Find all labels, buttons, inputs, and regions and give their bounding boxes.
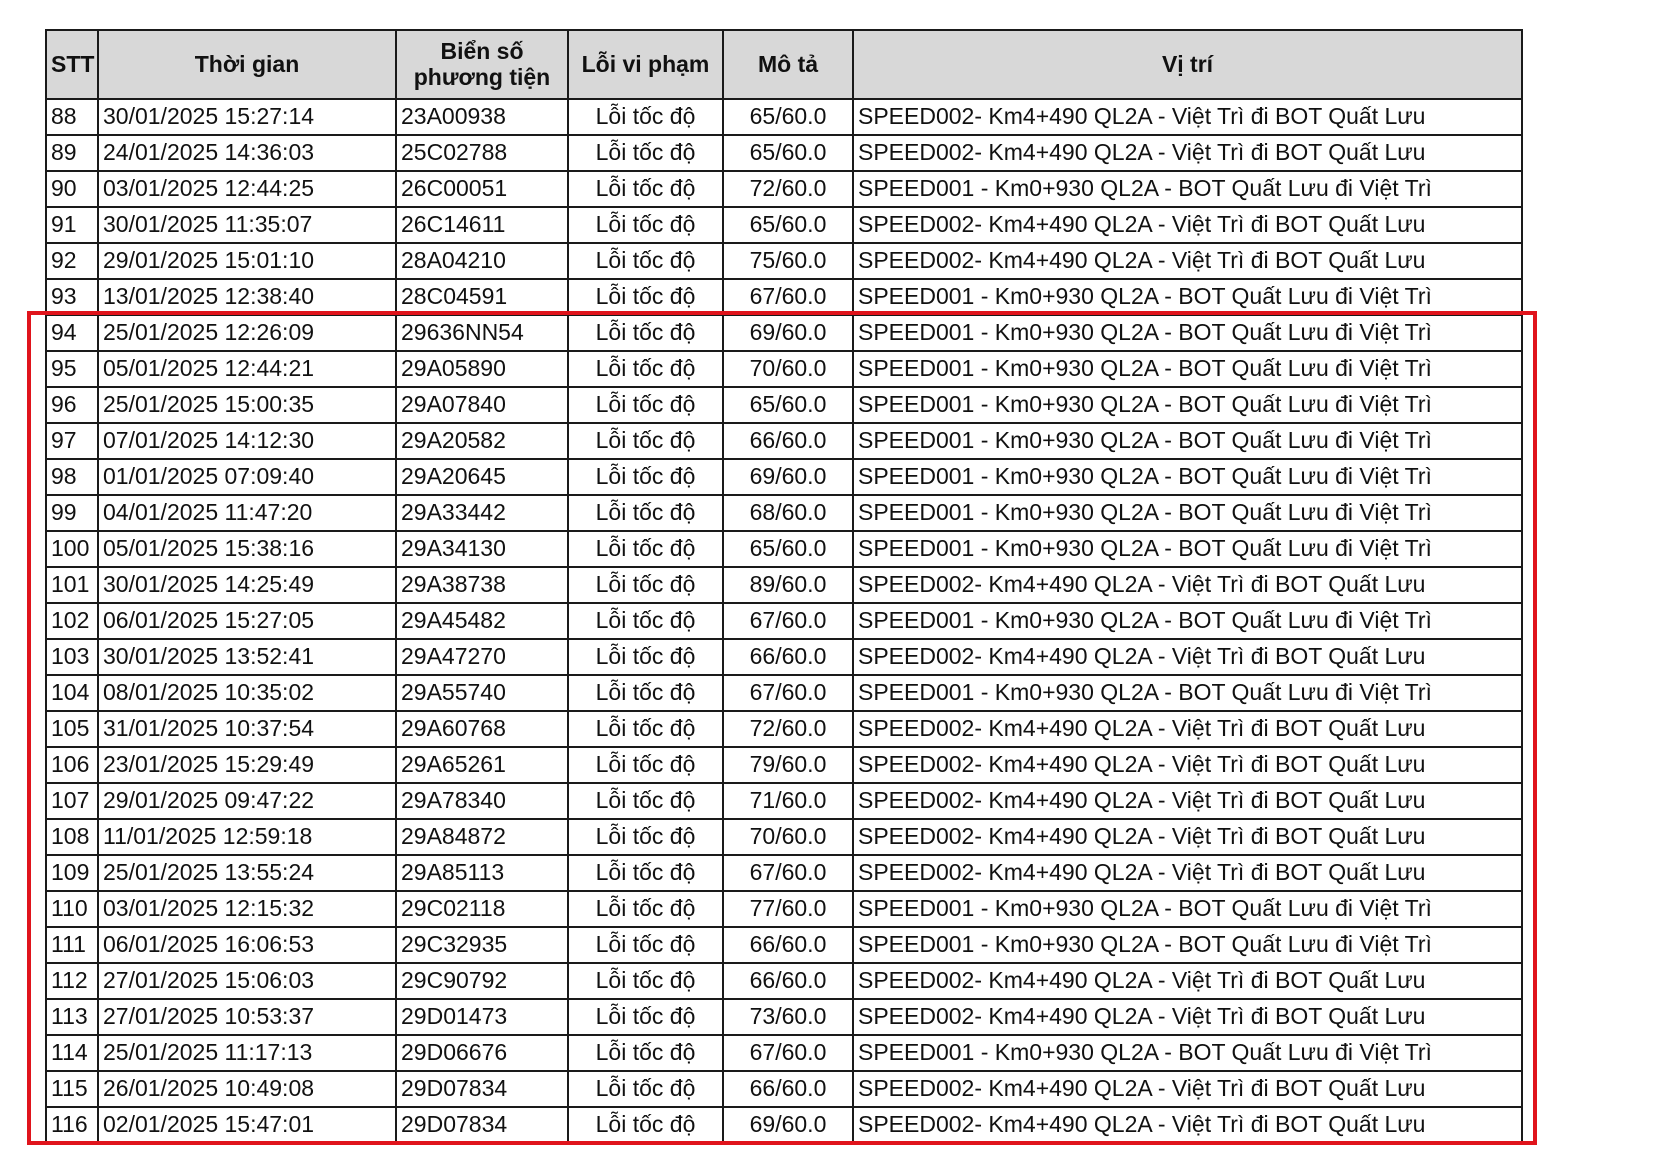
table-row xyxy=(46,495,1522,531)
cell-description: 77/60.0 xyxy=(723,891,853,927)
cell-violation: Lỗi tốc độ xyxy=(568,207,723,243)
table-row xyxy=(46,675,1522,711)
cell-location: SPEED001 - Km0+930 QL2A - BOT Quất Lưu đi Việt Trì xyxy=(853,531,1522,567)
cell-violation: Lỗi tốc độ xyxy=(568,711,723,747)
cell-location: SPEED002- Km4+490 QL2A - Việt Trì đi BOT Quất Lưu xyxy=(853,747,1522,783)
cell-location: SPEED001 - Km0+930 QL2A - BOT Quất Lưu đi Việt Trì xyxy=(853,495,1522,531)
table-row xyxy=(46,207,1522,243)
cell-time: 24/01/2025 14:36:03 xyxy=(98,135,396,171)
cell-location: SPEED001 - Km0+930 QL2A - BOT Quất Lưu đi Việt Trì xyxy=(853,315,1522,351)
cell-violation: Lỗi tốc độ xyxy=(568,891,723,927)
cell-description: 79/60.0 xyxy=(723,747,853,783)
cell-stt: 96 xyxy=(46,387,98,423)
cell-description: 65/60.0 xyxy=(723,135,853,171)
cell-time: 29/01/2025 09:47:22 xyxy=(98,783,396,819)
cell-plate: 26C00051 xyxy=(396,171,568,207)
cell-description: 72/60.0 xyxy=(723,171,853,207)
cell-location: SPEED002- Km4+490 QL2A - Việt Trì đi BOT Quất Lưu xyxy=(853,783,1522,819)
cell-location: SPEED002- Km4+490 QL2A - Việt Trì đi BOT Quất Lưu xyxy=(853,1071,1522,1107)
cell-time: 25/01/2025 12:26:09 xyxy=(98,315,396,351)
table-row xyxy=(46,243,1522,279)
table-body xyxy=(46,99,1522,1143)
cell-plate: 29D06676 xyxy=(396,1035,568,1071)
cell-location: SPEED002- Km4+490 QL2A - Việt Trì đi BOT Quất Lưu xyxy=(853,207,1522,243)
cell-violation: Lỗi tốc độ xyxy=(568,855,723,891)
cell-time: 05/01/2025 12:44:21 xyxy=(98,351,396,387)
cell-plate: 29A45482 xyxy=(396,603,568,639)
cell-location: SPEED001 - Km0+930 QL2A - BOT Quất Lưu đi Việt Trì xyxy=(853,927,1522,963)
cell-location: SPEED001 - Km0+930 QL2A - BOT Quất Lưu đi Việt Trì xyxy=(853,1035,1522,1071)
cell-location: SPEED002- Km4+490 QL2A - Việt Trì đi BOT Quất Lưu xyxy=(853,639,1522,675)
cell-location: SPEED001 - Km0+930 QL2A - BOT Quất Lưu đi Việt Trì xyxy=(853,351,1522,387)
cell-violation: Lỗi tốc độ xyxy=(568,243,723,279)
cell-description: 66/60.0 xyxy=(723,423,853,459)
table-row xyxy=(46,783,1522,819)
table-row xyxy=(46,315,1522,351)
cell-plate: 29A07840 xyxy=(396,387,568,423)
cell-description: 69/60.0 xyxy=(723,315,853,351)
cell-location: SPEED002- Km4+490 QL2A - Việt Trì đi BOT Quất Lưu xyxy=(853,711,1522,747)
cell-time: 13/01/2025 12:38:40 xyxy=(98,279,396,315)
cell-stt: 106 xyxy=(46,747,98,783)
cell-location: SPEED001 - Km0+930 QL2A - BOT Quất Lưu đi Việt Trì xyxy=(853,423,1522,459)
cell-stt: 112 xyxy=(46,963,98,999)
cell-violation: Lỗi tốc độ xyxy=(568,1035,723,1071)
cell-violation: Lỗi tốc độ xyxy=(568,567,723,603)
header-time: Thời gian xyxy=(98,30,396,99)
cell-plate: 29A20645 xyxy=(396,459,568,495)
cell-plate: 29C90792 xyxy=(396,963,568,999)
cell-plate: 26C14611 xyxy=(396,207,568,243)
cell-location: SPEED002- Km4+490 QL2A - Việt Trì đi BOT Quất Lưu xyxy=(853,855,1522,891)
cell-description: 67/60.0 xyxy=(723,279,853,315)
cell-plate: 28C04591 xyxy=(396,279,568,315)
header-location: Vị trí xyxy=(853,30,1522,99)
cell-time: 06/01/2025 16:06:53 xyxy=(98,927,396,963)
header-description: Mô tả xyxy=(723,30,853,99)
cell-plate: 29A60768 xyxy=(396,711,568,747)
cell-description: 65/60.0 xyxy=(723,207,853,243)
cell-violation: Lỗi tốc độ xyxy=(568,783,723,819)
cell-time: 02/01/2025 15:47:01 xyxy=(98,1107,396,1143)
cell-time: 08/01/2025 10:35:02 xyxy=(98,675,396,711)
cell-location: SPEED002- Km4+490 QL2A - Việt Trì đi BOT Quất Lưu xyxy=(853,99,1522,135)
cell-time: 31/01/2025 10:37:54 xyxy=(98,711,396,747)
cell-stt: 94 xyxy=(46,315,98,351)
cell-time: 29/01/2025 15:01:10 xyxy=(98,243,396,279)
cell-time: 27/01/2025 15:06:03 xyxy=(98,963,396,999)
cell-description: 67/60.0 xyxy=(723,1035,853,1071)
cell-location: SPEED002- Km4+490 QL2A - Việt Trì đi BOT Quất Lưu xyxy=(853,243,1522,279)
cell-description: 75/60.0 xyxy=(723,243,853,279)
cell-violation: Lỗi tốc độ xyxy=(568,279,723,315)
cell-stt: 91 xyxy=(46,207,98,243)
cell-time: 30/01/2025 11:35:07 xyxy=(98,207,396,243)
cell-time: 30/01/2025 13:52:41 xyxy=(98,639,396,675)
cell-time: 04/01/2025 11:47:20 xyxy=(98,495,396,531)
cell-description: 66/60.0 xyxy=(723,963,853,999)
header-stt: STT xyxy=(46,30,98,99)
cell-time: 23/01/2025 15:29:49 xyxy=(98,747,396,783)
cell-plate: 23A00938 xyxy=(396,99,568,135)
cell-location: SPEED002- Km4+490 QL2A - Việt Trì đi BOT Quất Lưu xyxy=(853,567,1522,603)
cell-violation: Lỗi tốc độ xyxy=(568,423,723,459)
cell-plate: 29636NN54 xyxy=(396,315,568,351)
cell-description: 69/60.0 xyxy=(723,1107,853,1143)
table-row xyxy=(46,279,1522,315)
cell-time: 25/01/2025 11:17:13 xyxy=(98,1035,396,1071)
cell-plate: 28A04210 xyxy=(396,243,568,279)
table-row xyxy=(46,1035,1522,1071)
cell-description: 73/60.0 xyxy=(723,999,853,1035)
cell-stt: 114 xyxy=(46,1035,98,1071)
table-row xyxy=(46,999,1522,1035)
cell-description: 89/60.0 xyxy=(723,567,853,603)
cell-violation: Lỗi tốc độ xyxy=(568,747,723,783)
table-row xyxy=(46,459,1522,495)
table-row xyxy=(46,351,1522,387)
cell-stt: 116 xyxy=(46,1107,98,1143)
cell-violation: Lỗi tốc độ xyxy=(568,927,723,963)
cell-time: 26/01/2025 10:49:08 xyxy=(98,1071,396,1107)
table-row xyxy=(46,387,1522,423)
cell-stt: 109 xyxy=(46,855,98,891)
cell-location: SPEED001 - Km0+930 QL2A - BOT Quất Lưu đi Việt Trì xyxy=(853,387,1522,423)
table-row xyxy=(46,99,1522,135)
cell-time: 30/01/2025 14:25:49 xyxy=(98,567,396,603)
cell-location: SPEED001 - Km0+930 QL2A - BOT Quất Lưu đi Việt Trì xyxy=(853,459,1522,495)
cell-violation: Lỗi tốc độ xyxy=(568,1107,723,1143)
header-plate-line2: phương tiện xyxy=(413,63,551,90)
cell-stt: 97 xyxy=(46,423,98,459)
cell-time: 03/01/2025 12:44:25 xyxy=(98,171,396,207)
header-plate xyxy=(396,30,568,99)
cell-violation: Lỗi tốc độ xyxy=(568,999,723,1035)
cell-location: SPEED001 - Km0+930 QL2A - BOT Quất Lưu đi Việt Trì xyxy=(853,675,1522,711)
cell-location: SPEED001 - Km0+930 QL2A - BOT Quất Lưu đi Việt Trì xyxy=(853,603,1522,639)
cell-stt: 98 xyxy=(46,459,98,495)
table-row xyxy=(46,567,1522,603)
cell-time: 25/01/2025 13:55:24 xyxy=(98,855,396,891)
cell-plate: 29A05890 xyxy=(396,351,568,387)
cell-location: SPEED002- Km4+490 QL2A - Việt Trì đi BOT Quất Lưu xyxy=(853,1107,1522,1143)
cell-plate: 29A55740 xyxy=(396,675,568,711)
cell-stt: 100 xyxy=(46,531,98,567)
cell-violation: Lỗi tốc độ xyxy=(568,135,723,171)
table-row xyxy=(46,1071,1522,1107)
cell-time: 06/01/2025 15:27:05 xyxy=(98,603,396,639)
table-row xyxy=(46,423,1522,459)
cell-violation: Lỗi tốc độ xyxy=(568,459,723,495)
table-row xyxy=(46,711,1522,747)
cell-description: 70/60.0 xyxy=(723,819,853,855)
cell-violation: Lỗi tốc độ xyxy=(568,639,723,675)
table-row xyxy=(46,531,1522,567)
cell-violation: Lỗi tốc độ xyxy=(568,675,723,711)
cell-location: SPEED002- Km4+490 QL2A - Việt Trì đi BOT Quất Lưu xyxy=(853,819,1522,855)
cell-location: SPEED001 - Km0+930 QL2A - BOT Quất Lưu đi Việt Trì xyxy=(853,279,1522,315)
cell-description: 70/60.0 xyxy=(723,351,853,387)
cell-violation: Lỗi tốc độ xyxy=(568,603,723,639)
cell-plate: 29D07834 xyxy=(396,1071,568,1107)
cell-description: 65/60.0 xyxy=(723,531,853,567)
cell-violation: Lỗi tốc độ xyxy=(568,495,723,531)
cell-time: 07/01/2025 14:12:30 xyxy=(98,423,396,459)
cell-stt: 111 xyxy=(46,927,98,963)
cell-stt: 99 xyxy=(46,495,98,531)
cell-stt: 108 xyxy=(46,819,98,855)
table-row xyxy=(46,891,1522,927)
cell-time: 30/01/2025 15:27:14 xyxy=(98,99,396,135)
cell-plate: 29A38738 xyxy=(396,567,568,603)
cell-plate: 29D07834 xyxy=(396,1107,568,1143)
cell-stt: 92 xyxy=(46,243,98,279)
cell-time: 05/01/2025 15:38:16 xyxy=(98,531,396,567)
table-row xyxy=(46,963,1522,999)
cell-violation: Lỗi tốc độ xyxy=(568,99,723,135)
table-row xyxy=(46,747,1522,783)
cell-stt: 95 xyxy=(46,351,98,387)
cell-description: 66/60.0 xyxy=(723,639,853,675)
cell-location: SPEED001 - Km0+930 QL2A - BOT Quất Lưu đi Việt Trì xyxy=(853,171,1522,207)
cell-stt: 110 xyxy=(46,891,98,927)
violations-table xyxy=(45,29,1523,1144)
header-violation: Lỗi vi phạm xyxy=(568,30,723,99)
cell-time: 11/01/2025 12:59:18 xyxy=(98,819,396,855)
table-row xyxy=(46,603,1522,639)
cell-stt: 113 xyxy=(46,999,98,1035)
cell-stt: 101 xyxy=(46,567,98,603)
cell-stt: 88 xyxy=(46,99,98,135)
cell-plate: 29A47270 xyxy=(396,639,568,675)
cell-violation: Lỗi tốc độ xyxy=(568,1071,723,1107)
cell-plate: 29D01473 xyxy=(396,999,568,1035)
cell-plate: 29C32935 xyxy=(396,927,568,963)
cell-plate: 29A78340 xyxy=(396,783,568,819)
header-plate-line1: Biển số xyxy=(440,38,524,65)
cell-location: SPEED001 - Km0+930 QL2A - BOT Quất Lưu đi Việt Trì xyxy=(853,891,1522,927)
cell-violation: Lỗi tốc độ xyxy=(568,171,723,207)
cell-violation: Lỗi tốc độ xyxy=(568,819,723,855)
table-row xyxy=(46,135,1522,171)
table-row xyxy=(46,819,1522,855)
cell-time: 25/01/2025 15:00:35 xyxy=(98,387,396,423)
cell-description: 71/60.0 xyxy=(723,783,853,819)
header-row xyxy=(46,30,1522,99)
cell-stt: 93 xyxy=(46,279,98,315)
cell-stt: 104 xyxy=(46,675,98,711)
cell-description: 67/60.0 xyxy=(723,855,853,891)
cell-stt: 107 xyxy=(46,783,98,819)
cell-stt: 105 xyxy=(46,711,98,747)
cell-plate: 29A33442 xyxy=(396,495,568,531)
cell-stt: 90 xyxy=(46,171,98,207)
cell-violation: Lỗi tốc độ xyxy=(568,387,723,423)
cell-description: 67/60.0 xyxy=(723,603,853,639)
cell-description: 66/60.0 xyxy=(723,1071,853,1107)
cell-plate: 25C02788 xyxy=(396,135,568,171)
cell-description: 69/60.0 xyxy=(723,459,853,495)
cell-stt: 103 xyxy=(46,639,98,675)
cell-plate: 29A84872 xyxy=(396,819,568,855)
cell-stt: 89 xyxy=(46,135,98,171)
cell-violation: Lỗi tốc độ xyxy=(568,315,723,351)
table-row xyxy=(46,639,1522,675)
table-row xyxy=(46,855,1522,891)
cell-description: 65/60.0 xyxy=(723,99,853,135)
cell-plate: 29A34130 xyxy=(396,531,568,567)
cell-stt: 115 xyxy=(46,1071,98,1107)
cell-violation: Lỗi tốc độ xyxy=(568,531,723,567)
table-row xyxy=(46,1107,1522,1143)
cell-time: 03/01/2025 12:15:32 xyxy=(98,891,396,927)
cell-location: SPEED002- Km4+490 QL2A - Việt Trì đi BOT Quất Lưu xyxy=(853,135,1522,171)
cell-location: SPEED002- Km4+490 QL2A - Việt Trì đi BOT Quất Lưu xyxy=(853,963,1522,999)
cell-plate: 29C02118 xyxy=(396,891,568,927)
cell-plate: 29A20582 xyxy=(396,423,568,459)
table-row xyxy=(46,171,1522,207)
cell-location: SPEED002- Km4+490 QL2A - Việt Trì đi BOT Quất Lưu xyxy=(853,999,1522,1035)
cell-time: 27/01/2025 10:53:37 xyxy=(98,999,396,1035)
cell-description: 66/60.0 xyxy=(723,927,853,963)
cell-violation: Lỗi tốc độ xyxy=(568,963,723,999)
table-row xyxy=(46,927,1522,963)
cell-description: 72/60.0 xyxy=(723,711,853,747)
cell-description: 68/60.0 xyxy=(723,495,853,531)
cell-description: 65/60.0 xyxy=(723,387,853,423)
cell-stt: 102 xyxy=(46,603,98,639)
cell-violation: Lỗi tốc độ xyxy=(568,351,723,387)
cell-time: 01/01/2025 07:09:40 xyxy=(98,459,396,495)
cell-description: 67/60.0 xyxy=(723,675,853,711)
cell-plate: 29A85113 xyxy=(396,855,568,891)
cell-plate: 29A65261 xyxy=(396,747,568,783)
